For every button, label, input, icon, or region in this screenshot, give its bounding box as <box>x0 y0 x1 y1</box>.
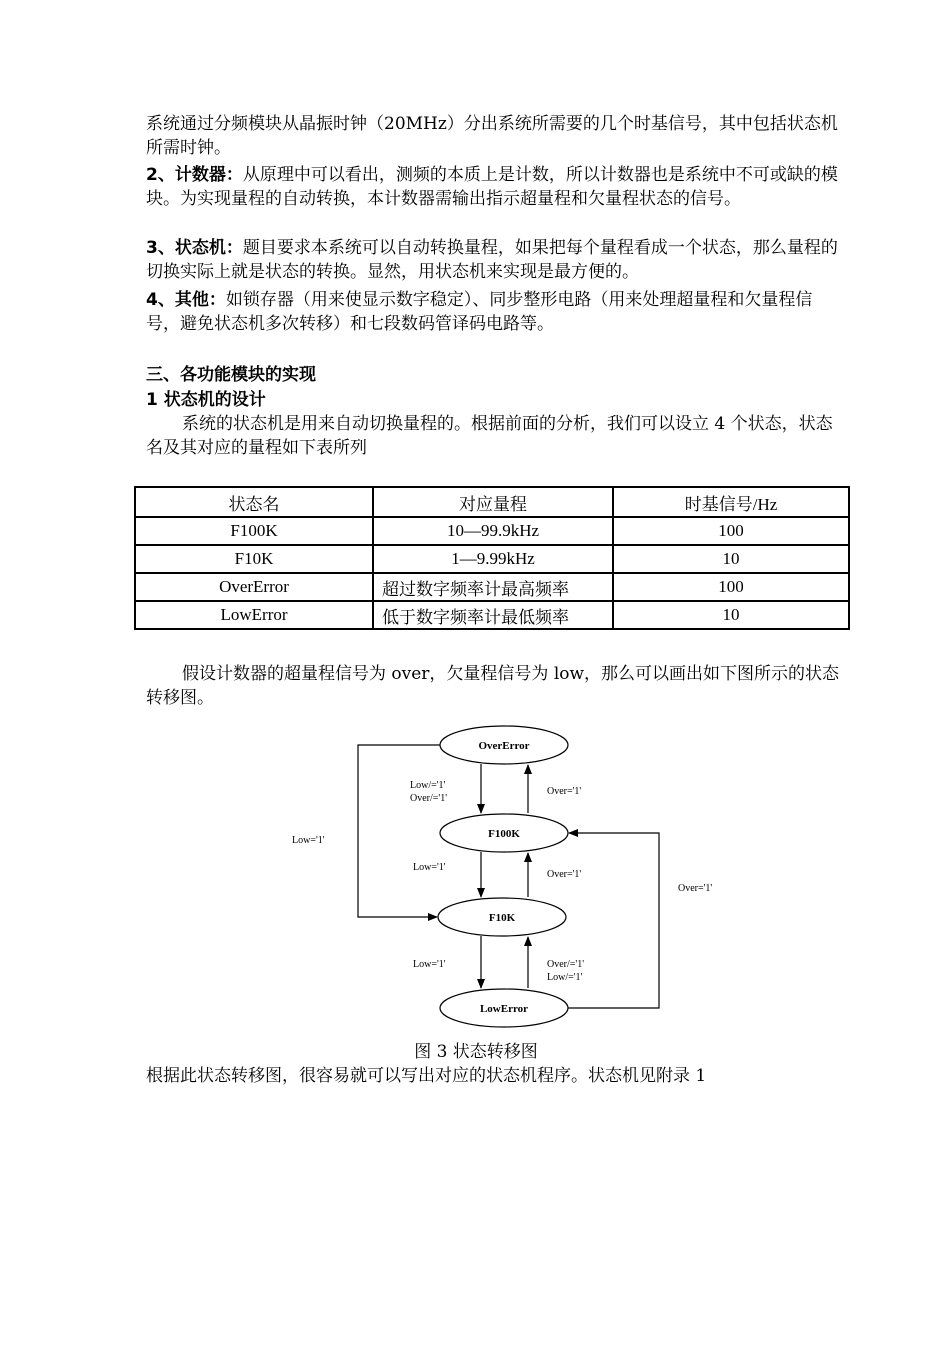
state-label: LowError <box>479 1003 529 1015</box>
table-header: 时基信号/Hz <box>613 487 849 517</box>
transition-label: Low/='1' <box>410 780 446 791</box>
after-table-paragraph: 假设计数器的超量程信号为 over，欠量程信号为 low，那么可以画出如下图所示的状态转移图。 <box>146 664 840 708</box>
transition-label: Low/='1' <box>547 972 583 983</box>
paragraph-clock-divider <box>146 112 846 160</box>
table-cell: 100 <box>613 573 849 601</box>
table-cell: 100 <box>613 517 849 545</box>
subsection-heading: 1 状态机的设计 <box>146 390 266 410</box>
table-cell: 10—99.9kHz <box>373 517 613 545</box>
table-cell: 10 <box>613 601 849 629</box>
transition-label: Over/='1' <box>410 793 448 804</box>
table-row <box>135 517 849 545</box>
table-header: 状态名 <box>135 487 373 517</box>
table-cell: 超过数字频率计最高频率 <box>373 573 613 601</box>
table-cell: OverError <box>135 573 373 601</box>
paragraph-text: 如锁存器（用来使显示数字稳定）、同步整形电路（用来处理超量程和欠量程信号，避免状态机多次转移）和七段数码管译码电路等。 <box>146 290 813 334</box>
intro-paragraph: 系统的状态机是用来自动切换量程的。根据前面的分析，我们可以设立 4 个状态，状态名及其对应的量程如下表所列 <box>146 414 833 458</box>
state-label: OverError <box>478 740 530 752</box>
transition-label: Over/='1' <box>547 959 585 970</box>
paragraph-counter <box>146 163 846 211</box>
table-header: 对应量程 <box>373 487 613 517</box>
closing-paragraph: 根据此状态转移图，很容易就可以写出对应的状态机程序。状态机见附录 1 <box>146 1066 707 1086</box>
transition-label: Over='1' <box>678 883 713 894</box>
paragraph-text: 系统通过分频模块从晶振时钟（20MHz）分出系统所需要的几个时基信号，其中包括状态机所需时钟。 <box>146 114 838 158</box>
transition-label: Low='1' <box>413 959 446 970</box>
table-cell: F10K <box>135 545 373 573</box>
transition-label: Over='1' <box>547 786 582 797</box>
state-transition-diagram <box>280 722 740 1034</box>
item-label: 4、其他： <box>146 290 226 310</box>
table-cell: F100K <box>135 517 373 545</box>
table-cell: LowError <box>135 601 373 629</box>
state-label: F100K <box>488 828 520 840</box>
state-label: F10K <box>488 912 516 924</box>
paragraph-others <box>146 288 846 336</box>
table-cell: 1—9.99kHz <box>373 545 613 573</box>
transition-label: Low='1' <box>413 862 446 873</box>
table-row <box>135 601 849 629</box>
transition-label: Low='1' <box>292 835 325 846</box>
transition-label: Over='1' <box>547 869 582 880</box>
table-cell: 低于数字频率计最低频率 <box>373 601 613 629</box>
table-row <box>135 545 849 573</box>
section-heading: 三、各功能模块的实现 <box>146 365 316 385</box>
item-label: 2、计数器： <box>146 165 243 185</box>
figure-caption: 图 3 状态转移图 <box>414 1042 538 1062</box>
paragraph-text: 题目要求本系统可以自动转换量程，如果把每个量程看成一个状态，那么量程的切换实际上就是状态的转换。显然，用状态机来实现是最方便的。 <box>146 238 838 282</box>
item-label: 3、状态机： <box>146 238 243 258</box>
table-cell: 10 <box>613 545 849 573</box>
transition-arrow <box>358 745 440 917</box>
table-row <box>135 573 849 601</box>
state-table <box>134 486 850 630</box>
table-header-row <box>135 487 849 517</box>
paragraph-state-machine <box>146 236 846 284</box>
paragraph-text: 从原理中可以看出，测频的本质上是计数，所以计数器也是系统中不可或缺的模块。为实现量程的自动转换，本计数器需输出指示超量程和欠量程状态的信号。 <box>146 165 838 209</box>
